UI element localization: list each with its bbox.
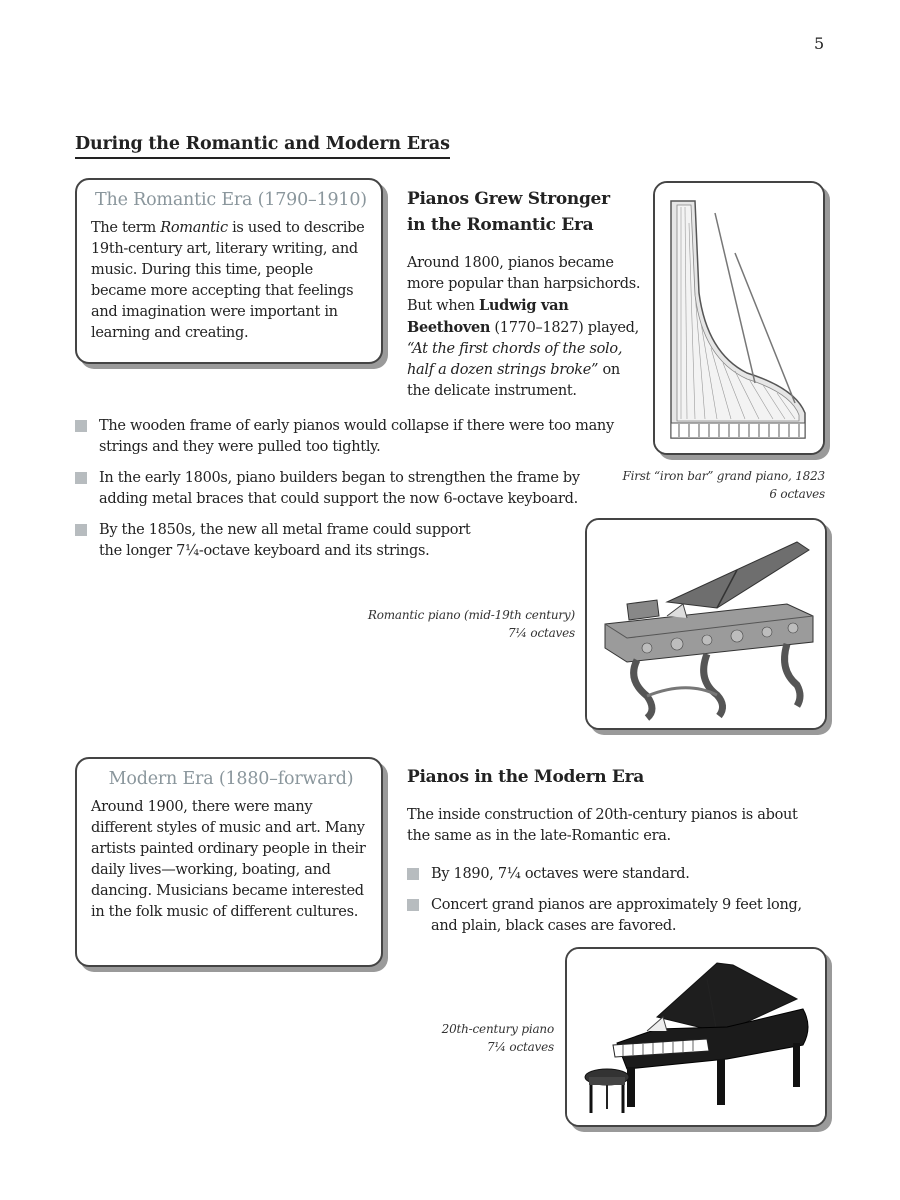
romantic-piano-image xyxy=(587,520,825,728)
romantic-era-title: The Romantic Era (1790–1910) xyxy=(95,190,367,210)
bullet-square-icon xyxy=(407,899,419,911)
list-item xyxy=(75,416,635,458)
list-item xyxy=(407,864,832,885)
iron-bar-piano-image xyxy=(655,183,823,453)
modern-bullet-list xyxy=(407,864,832,947)
modern-piano-caption xyxy=(290,1020,554,1056)
romantic-heading-line1: Pianos Grew Stronger xyxy=(407,189,610,209)
romantic-paragraph-part3: on the delicate instrument. xyxy=(407,362,620,399)
modern-heading: Pianos in the Modern Era xyxy=(407,767,644,787)
bullet-square-icon xyxy=(75,524,87,536)
modern-piano-image xyxy=(567,949,825,1125)
bullet-square-icon xyxy=(407,868,419,880)
romantic-paragraph-part1: Around 1800, pianos became more popular than harpsichords. But when xyxy=(407,255,641,314)
romantic-era-text-italic: Romantic xyxy=(160,220,228,236)
section-title: During the Romantic and Modern Eras xyxy=(75,134,450,159)
bullet-text: Concert grand pianos are approximately 9 feet long, and plain, black cases are favored. xyxy=(431,897,802,934)
list-item xyxy=(407,895,832,937)
bullet-square-icon xyxy=(75,472,87,484)
bullet-text: By the 1850s, the new all metal frame could support the longer 7¼-octave keyboard and its strings. xyxy=(99,522,471,559)
list-item xyxy=(75,520,635,562)
list-item xyxy=(75,468,635,510)
romantic-piano-photo xyxy=(585,518,827,730)
bullet-text: The wooden frame of early pianos would collapse if there were too many strings and they were pulled too tightly. xyxy=(99,418,614,455)
bullet-text: By 1890, 7¼ octaves were standard. xyxy=(431,866,690,882)
romantic-piano-caption-line1: Romantic piano (mid-19th century) xyxy=(367,608,575,622)
modern-era-box xyxy=(75,757,383,967)
modern-era-text: Around 1900, there were many different styles of music and art. Many artists painted ordinary people in their daily lives—working, boating, and dancing. Musicians became interested in the folk music of different cultures. xyxy=(91,799,366,920)
romantic-bullet-list xyxy=(75,416,635,572)
romantic-paragraph xyxy=(407,253,647,402)
iron-bar-caption-line1: First “iron bar” grand piano, 1823 xyxy=(622,469,825,483)
modern-era-title: Modern Era (1880–forward) xyxy=(108,769,354,789)
romantic-piano-caption-line2: 7¼ octaves xyxy=(507,626,575,640)
modern-piano-photo xyxy=(565,947,827,1127)
romantic-era-box xyxy=(75,178,383,364)
beethoven-name: Ludwig van Beethoven xyxy=(407,297,569,336)
beethoven-quote: “At the first chords of the solo, half a dozen strings broke” xyxy=(407,341,623,378)
iron-bar-caption-line2: 6 octaves xyxy=(769,487,825,501)
bullet-text: In the early 1800s, piano builders began to strengthen the frame by adding metal braces that could support the now 6-octave keyboard. xyxy=(99,470,580,507)
bullet-square-icon xyxy=(75,420,87,432)
page-number: 5 xyxy=(814,34,825,53)
romantic-heading xyxy=(407,186,647,238)
romantic-era-text-part1: The term xyxy=(91,220,161,236)
romantic-piano-caption xyxy=(310,606,575,642)
modern-piano-caption-line1: 20th-century piano xyxy=(441,1022,554,1036)
romantic-era-text xyxy=(91,218,371,344)
romantic-era-text-part2: is used to describe 19th-century art, literary writing, and music. During this time, people became more accepting that feelings and imagination were important in learning and creating. xyxy=(91,220,365,341)
modern-piano-caption-line2: 7¼ octaves xyxy=(486,1040,554,1054)
romantic-heading-line2: in the Romantic Era xyxy=(407,215,594,235)
romantic-paragraph-part2: (1770–1827) played, xyxy=(490,320,639,336)
modern-paragraph: The inside construction of 20th-century pianos is about the same as in the late-Romantic era. xyxy=(407,807,798,844)
iron-bar-piano-photo xyxy=(653,181,825,455)
